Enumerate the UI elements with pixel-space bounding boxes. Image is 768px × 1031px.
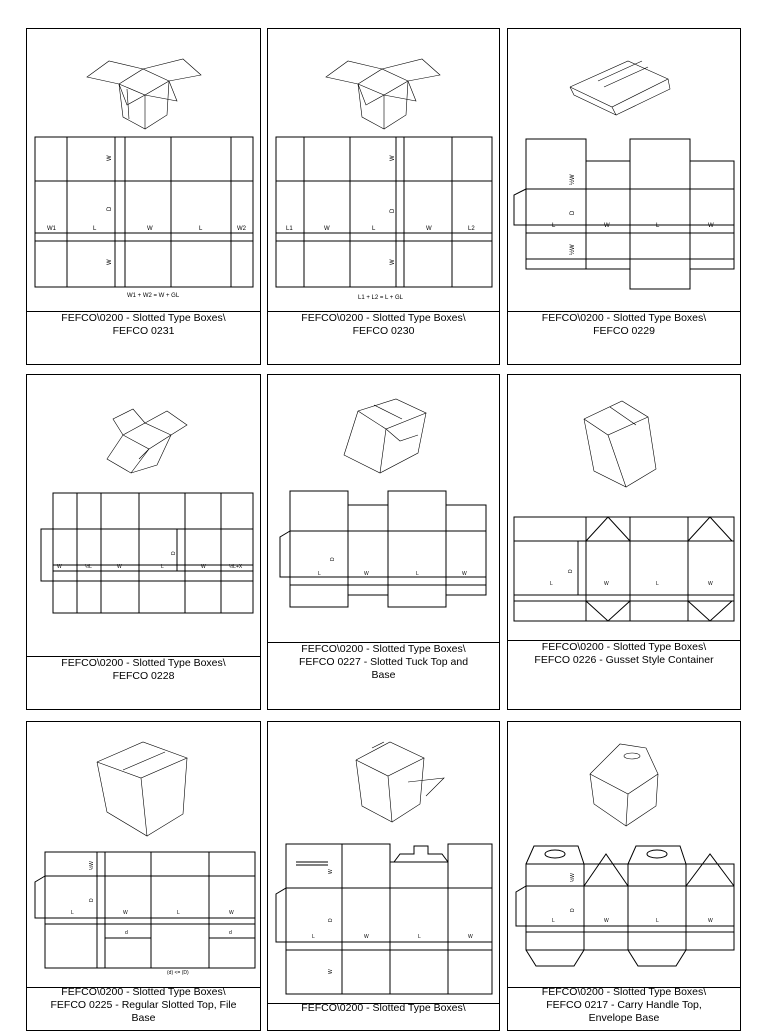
box-sketch-icon [107, 409, 187, 473]
caption-category: FEFCO\0200 - Slotted Type Boxes\ [301, 312, 466, 324]
dieline-diagram [276, 844, 492, 994]
label-l2: L [418, 934, 421, 940]
card-caption [508, 310, 740, 364]
caption-code: FEFCO 0228 [112, 670, 175, 682]
card-illustration [508, 29, 740, 312]
caption-category: FEFCO\0200 - Slotted Type Boxes\ [61, 657, 226, 669]
card-illustration [27, 29, 260, 312]
label-half-w: ½W [570, 873, 576, 882]
label-w2: W [708, 918, 713, 924]
caption-code: FEFCO 0225 - Regular Slotted Top, File [50, 999, 237, 1011]
label-w: W [604, 223, 610, 229]
caption-code: FEFCO 0227 - Slotted Tuck Top and [298, 656, 469, 668]
card-caption [268, 310, 499, 364]
caption-category: FEFCO\0200 - Slotted Type Boxes\ [541, 641, 707, 653]
formula: W1 + W2 = W + GL [127, 293, 180, 299]
label-w: W [364, 571, 369, 577]
label-d: D [568, 569, 574, 573]
label-d: D [330, 557, 336, 561]
label-w2: W [468, 934, 473, 940]
card-illustration [27, 375, 260, 657]
label-l2: L [416, 571, 419, 577]
card-fefco-0230[interactable] [267, 28, 500, 365]
card-illustration [27, 722, 260, 988]
label-w-top: W [390, 155, 396, 161]
caption-category: FEFCO\0200 - Slotted Type Boxes\ [301, 1002, 466, 1014]
card-fefco-0226[interactable] [507, 374, 741, 710]
label-d: D [570, 210, 576, 215]
label-w2: W [426, 226, 432, 232]
card-fefco-0227[interactable] [267, 374, 500, 710]
dieline-diagram [41, 493, 253, 613]
label-l2: L [656, 918, 659, 924]
label-w: W [604, 918, 609, 924]
card-illustration [508, 375, 740, 641]
box-sketch-icon [97, 742, 187, 836]
label-w1: W1 [47, 226, 56, 232]
label-l2: L2 [468, 226, 475, 232]
caption-category: FEFCO\0200 - Slotted Type Boxes\ [61, 986, 226, 998]
label-d-small-2: d [229, 930, 232, 936]
label-l: L [93, 226, 97, 232]
label-half-w-bottom: ½W [570, 244, 576, 255]
note: (d) <= (D) [167, 970, 189, 976]
label-l2: L [177, 910, 180, 916]
card-fefco-0231[interactable] [26, 28, 261, 365]
caption-code-cont: Base [371, 669, 396, 681]
caption-code: FEFCO 0217 - Carry Handle Top, [546, 999, 702, 1011]
dieline-diagram [280, 491, 486, 607]
card-caption [27, 310, 260, 364]
label-l: L [552, 223, 556, 229]
label-w: W [604, 581, 609, 587]
caption-code-cont: Envelope Base [588, 1012, 660, 1024]
box-sketch-icon [344, 399, 426, 473]
label-half-l: ½L [85, 564, 92, 570]
label-w: W [324, 226, 330, 232]
label-l: L [372, 226, 376, 232]
label-w2: W [229, 910, 234, 916]
card-caption [268, 1000, 499, 1030]
card-fefco-unlabeled[interactable] [267, 721, 500, 1031]
card-illustration [268, 29, 499, 312]
label-w: W [123, 910, 128, 916]
caption-code-cont: Base [131, 1012, 156, 1024]
box-sketch-icon [326, 59, 440, 129]
card-fefco-0225[interactable] [26, 721, 261, 1031]
label-d: D [107, 206, 113, 211]
label-w-bottom: W [107, 259, 113, 265]
caption-code: FEFCO 0231 [112, 325, 175, 337]
label-half-w-top: ½W [570, 174, 576, 185]
label-l1: L1 [286, 226, 293, 232]
card-fefco-0217[interactable] [507, 721, 741, 1031]
label-l: L [318, 571, 321, 577]
label-w2: W [708, 581, 713, 587]
label-w2: W2 [237, 226, 246, 232]
label-d: D [89, 898, 95, 902]
label-d-small: d [125, 930, 128, 936]
formula: L1 + L2 = L + GL [358, 295, 403, 301]
label-half-l-x: ½L+X [229, 564, 243, 570]
dieline-diagram [35, 852, 255, 968]
card-caption [508, 639, 740, 709]
dieline-diagram [276, 137, 492, 287]
label-l: L [550, 581, 553, 587]
label-d: D [570, 908, 576, 912]
label-l2: L [656, 581, 659, 587]
dieline-diagram [516, 846, 734, 966]
caption-code: FEFCO 0230 [352, 325, 415, 337]
label-d: D [390, 208, 396, 213]
label-w2: W [708, 223, 714, 229]
card-illustration [268, 722, 499, 1004]
box-sketch-icon [590, 744, 658, 826]
label-w-top: W [107, 155, 113, 161]
caption-category: FEFCO\0200 - Slotted Type Boxes\ [301, 643, 466, 655]
label-w3: W [201, 564, 206, 570]
dieline-diagram [35, 137, 253, 287]
card-caption [508, 984, 740, 1030]
box-sketch-icon [356, 742, 444, 822]
label-l: L [71, 910, 74, 916]
caption-category: FEFCO\0200 - Slotted Type Boxes\ [541, 312, 707, 324]
card-caption [27, 655, 260, 709]
label-w2: W [117, 564, 122, 570]
label-l: L [552, 918, 555, 924]
box-sketch-icon [584, 401, 656, 487]
label-d: D [171, 551, 177, 555]
caption-code: FEFCO 0229 [593, 325, 655, 337]
label-w-top: W [328, 869, 334, 874]
label-w2: W [462, 571, 467, 577]
dieline-diagram [514, 517, 734, 621]
caption-category: FEFCO\0200 - Slotted Type Boxes\ [61, 312, 226, 324]
label-w: W [364, 934, 369, 940]
caption-category: FEFCO\0200 - Slotted Type Boxes\ [541, 986, 707, 998]
label-w-bottom: W [390, 259, 396, 265]
label-w: W [147, 226, 153, 232]
label-d: D [328, 918, 334, 922]
card-caption [268, 641, 499, 709]
box-sketch-icon [87, 59, 201, 129]
card-illustration [268, 375, 499, 643]
label-l: L [312, 934, 315, 940]
label-l2: L [199, 226, 203, 232]
label-l2: L [656, 223, 660, 229]
card-fefco-0228[interactable] [26, 374, 261, 710]
card-caption [27, 984, 260, 1030]
label-half-w: ½W [89, 861, 95, 870]
card-illustration [508, 722, 740, 988]
box-sketch-icon [570, 61, 670, 115]
dieline-diagram [514, 139, 734, 289]
label-l: L [161, 564, 164, 570]
label-w-bottom: W [328, 969, 334, 974]
caption-code: FEFCO 0226 - Gusset Style Container [534, 654, 714, 666]
card-fefco-0229[interactable] [507, 28, 741, 365]
label-w: W [57, 564, 62, 570]
